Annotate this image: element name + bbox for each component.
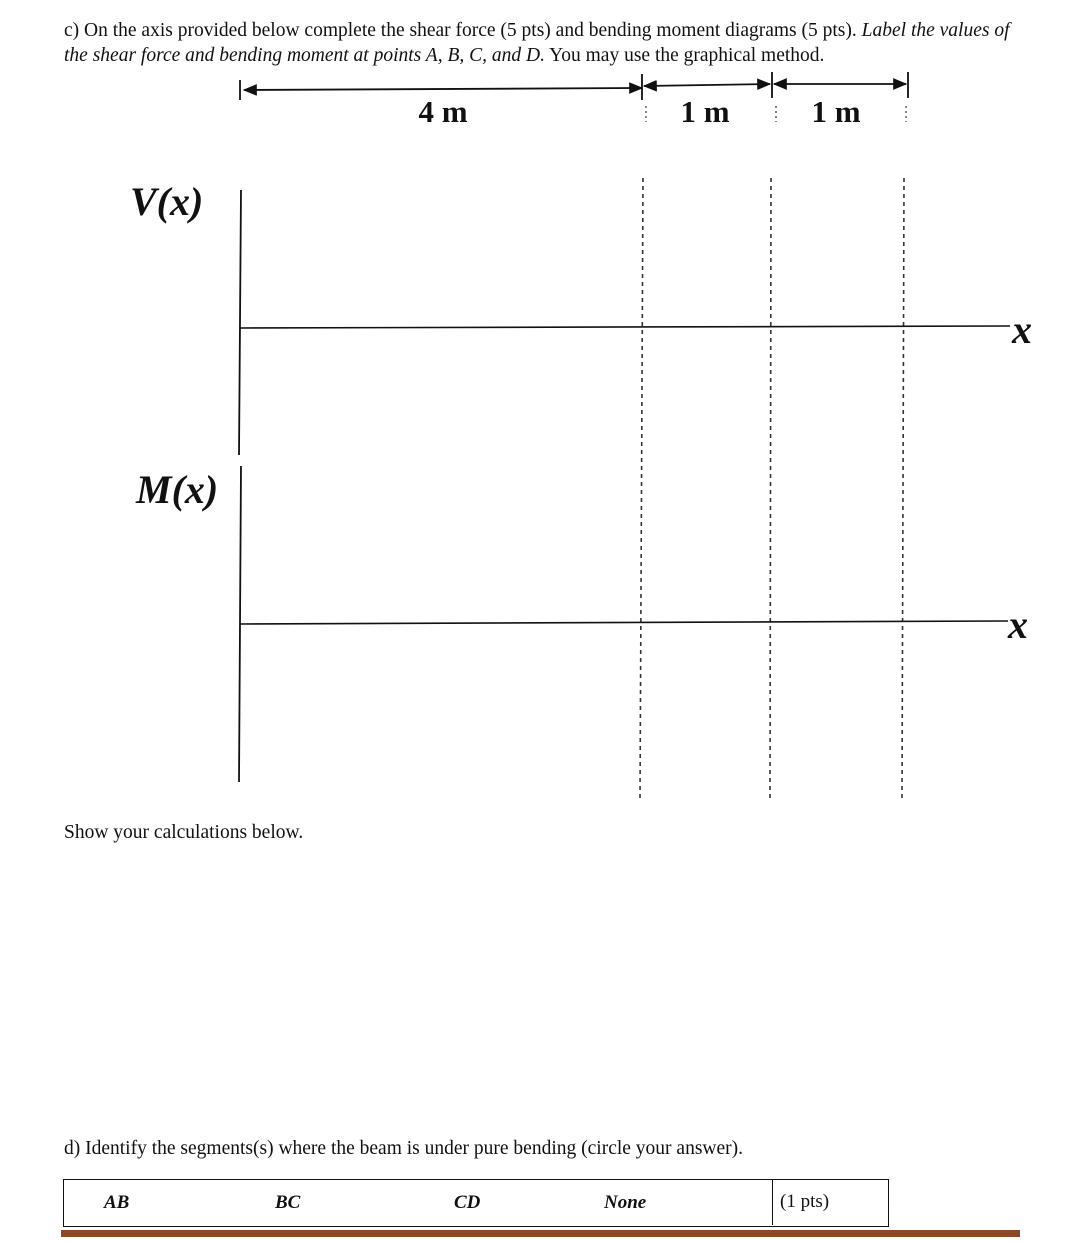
section-line-b xyxy=(640,178,643,800)
dim-arrow-4m xyxy=(244,88,642,90)
answer-options-box xyxy=(63,1179,889,1227)
shear-x-label: x xyxy=(1012,307,1032,352)
moment-axis-label: M(x) xyxy=(136,467,219,512)
shear-x-axis xyxy=(240,326,1010,328)
moment-x-axis xyxy=(240,621,1008,624)
option-cd[interactable]: CD xyxy=(454,1192,481,1213)
shear-axis-label: V(x) xyxy=(130,179,204,224)
part-c-tail: You may use the graphical method. xyxy=(544,45,825,66)
shear-vertical-axis xyxy=(239,190,241,455)
part-c-label-instruction: Label the values of the shear force and bending moment at points A, B, C, and D. xyxy=(64,20,1010,66)
option-bc[interactable]: BC xyxy=(275,1192,301,1213)
dim-label-1m-first: 1 m xyxy=(680,94,730,129)
dimension-line xyxy=(240,72,908,100)
dim-arrow-1m-first xyxy=(644,84,770,86)
points-cell: (1 pts) xyxy=(772,1180,888,1225)
part-d-question: d) Identify the segments(s) where the beam is under pure bending (circle your answer). xyxy=(64,1138,744,1159)
option-ab[interactable]: AB xyxy=(104,1192,130,1213)
dim-label-1m-second: 1 m xyxy=(811,94,861,129)
section-line-d xyxy=(902,178,904,800)
part-c-lead: c) On the axis provided below complete the shear force (5 pts) and bending moment diagrams (5 pts). xyxy=(64,20,862,41)
calculations-prompt: Show your calculations below. xyxy=(64,822,304,843)
section-line-c xyxy=(770,178,771,800)
dim-label-4m: 4 m xyxy=(418,94,468,129)
moment-x-label: x xyxy=(1008,602,1028,647)
option-none[interactable]: None xyxy=(604,1192,647,1213)
footer-divider-bar xyxy=(61,1230,1020,1237)
